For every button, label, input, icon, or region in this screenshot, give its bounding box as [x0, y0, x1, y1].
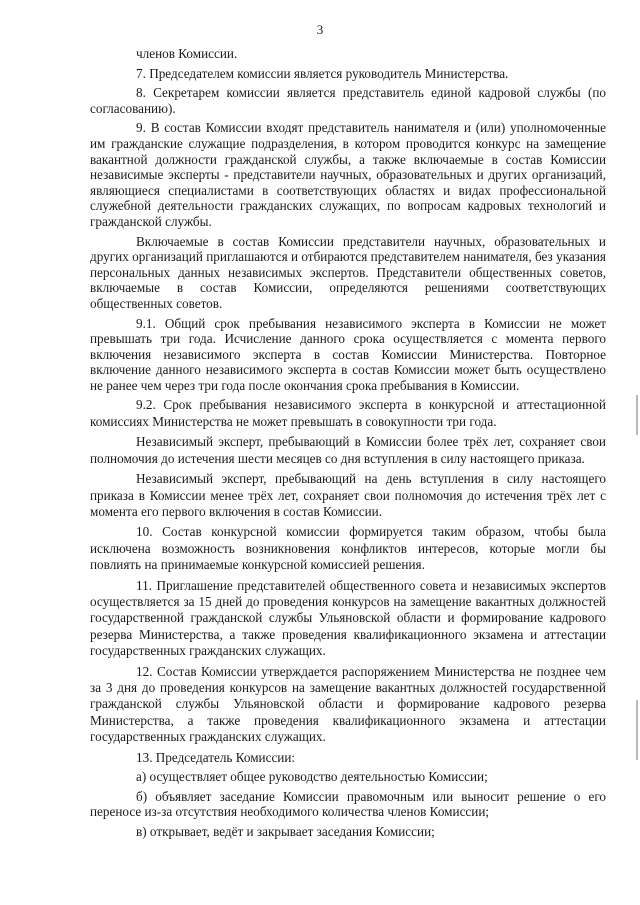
scan-edge-mark [636, 700, 638, 760]
paragraph-expert-under-three-years: Независимый эксперт, пребывающий на день вступления в силу настоящего приказа в Комиссии менее трёх лет, сохраняет свои полномочия до истечения трёх лет с момента его первого включения в состав Комиссии. [90, 471, 606, 519]
paragraph-13: 13. Председатель Комиссии: [136, 749, 296, 765]
paragraph-9-included-representatives: Включаемые в состав Комиссии представители научных, образовательных и других организаций приглашаются и отбираются представителем нанимателя, без указания персональных данных независимых экспертов. Представители общественных советов, включаемые в состав Комиссии, определяются решениями соответствующих общественных советов. [90, 233, 606, 311]
paragraph-11: 11. Приглашение представителей общественного совета и независимых экспертов осуществляется за 15 дней до проведения конкурсов на замещение вакантных должностей государственной гражданской службы Ульяновской области и формирование кадрового резерва Министерства, а также проведения квалификационного экзамена и аттестации государственных гражданских служащих. [90, 577, 606, 659]
scan-edge-mark [636, 395, 638, 435]
paragraph-10: 10. Состав конкурсной комиссии формируется таким образом, чтобы была исключена возможность возникновения конфликтов интересов, которые могли бы повлиять на принимаемые конкурсной комиссией решения. [90, 524, 606, 573]
page-number: 3 [316, 22, 324, 37]
list-item-b: б) объявляет заседание Комиссии правомочным или выносит решение о его переносе из-за отсутствия необходимого количества членов Комиссии; [90, 788, 606, 820]
paragraph-9-2: 9.2. Срок пребывания независимого эксперта в конкурсной и аттестационной комиссиях Министерства не может превышать в совокупности три года. [90, 397, 606, 429]
paragraph-9-1: 9.1. Общий срок пребывания независимого эксперта в Комиссии не может превышать три года. Исчисление данного срока осуществляется с момента первого включения независимого эксперта в состав Комиссии Министерства. Повторное включение данного независимого эксперта в состав Комиссии может быть осуществлено не ранее чем через три года после окончания срока пребывания в Комиссии. [90, 315, 606, 393]
paragraph-9: 9. В состав Комиссии входят представитель нанимателя и (или) уполномоченные им гражданские служащие подразделения, в котором проводится конкурс на замещение вакантной должности гражданской службы, а также включаемые в состав Комиссии независимые эксперты - представители научных, образовательных и других организаций, являющиеся специалистами в соответствующих областях и видах профессиональной служебной деятельности гражданских служащих, по вопросам кадровых технологий и гражданской службы. [90, 120, 606, 229]
paragraph-continuation: членов Комиссии. [136, 46, 238, 61]
document-body [90, 46, 606, 844]
paragraph-7: 7. Председателем комиссии является руководитель Министерства. [136, 65, 509, 81]
paragraph-expert-over-three-years: Независимый эксперт, пребывающий в Комиссии более трёх лет, сохраняет свои полномочия до истечения шести месяцев со дня вступления в силу настоящего приказа. [90, 434, 606, 466]
paragraph-12: 12. Состав Комиссии утверждается распоряжением Министерства не позднее чем за 3 дня до проведения конкурсов на замещение вакантных должностей государственной гражданской службы Ульяновской области и формирование кадрового резерва Министерства, а также проведения квалификационного экзамена и аттестации государственных гражданских служащих. [90, 663, 606, 745]
paragraph-8: 8. Секретарем комиссии является представитель единой кадровой службы (по согласованию). [90, 85, 606, 116]
list-item-a: а) осуществляет общее руководство деятельностью Комиссии; [136, 769, 488, 785]
list-item-v: в) открывает, ведёт и закрывает заседания Комиссии; [136, 823, 435, 839]
